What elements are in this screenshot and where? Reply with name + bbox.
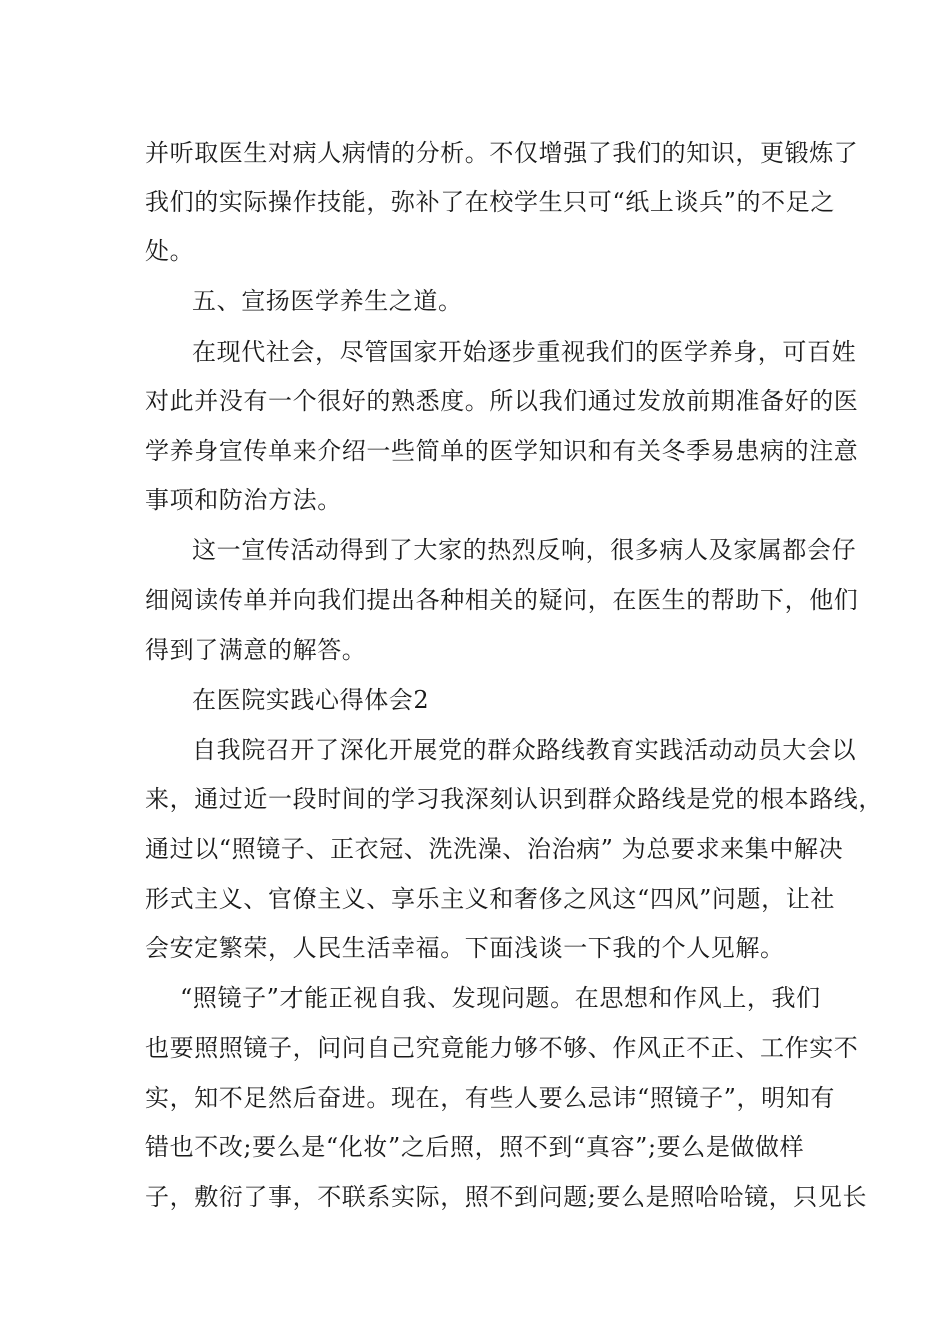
text-line: 我们的实际操作技能，弥补了在校学生只可“纸上谈兵”的不足之 <box>145 188 835 216</box>
text-line: 对此并没有一个很好的熟悉度。所以我们通过发放前期准备好的医 <box>145 387 859 415</box>
text-line: 得到了满意的解答。 <box>145 636 367 664</box>
text-line: 学养身宣传单来介绍一些简单的医学知识和有关冬季易患病的注意 <box>145 437 859 465</box>
text-line: 事项和防治方法。 <box>145 486 342 514</box>
text-line: 并听取医生对病人病情的分析。不仅增强了我们的知识，更锻炼了 <box>145 139 859 167</box>
text-line: 通过以“照镜子、正衣冠、洗洗澡、治治病” 为总要求来集中解决 <box>145 835 844 863</box>
text-line: 子，敷衍了事，不联系实际，照不到问题;要么是照哈哈镜，只见长 <box>145 1183 868 1211</box>
text-line: 自我院召开了深化开展党的群众路线教育实践活动动员大会以 <box>192 736 857 764</box>
text-line: 错也不改;要么是“化妆”之后照，照不到“真容”;要么是做做样 <box>145 1133 805 1161</box>
section-heading: 五、宣扬医学养生之道。 <box>192 287 463 315</box>
text-line: 实，知不足然后奋进。现在，有些人要么忌讳“照镜子”，明知有 <box>145 1084 835 1112</box>
text-line: 细阅读传单并向我们提出各种相关的疑问，在医生的帮助下，他们 <box>145 586 859 614</box>
text-line: 处。 <box>145 237 195 265</box>
text-line: 在现代社会，尽管国家开始逐步重视我们的医学养身，可百姓 <box>192 338 857 366</box>
section-heading: 在医院实践心得体会2 <box>192 686 430 714</box>
text-line: 这一宣传活动得到了大家的热烈反响，很多病人及家属都会仔 <box>192 536 857 564</box>
text-line: “照镜子”才能正视自我、发现问题。在思想和作风上，我们 <box>180 984 821 1012</box>
text-line: 来，通过近一段时间的学习我深刻认识到群众路线是党的根本路线， <box>145 785 883 813</box>
text-line: 也要照照镜子，问问自己究竟能力够不够、作风正不正、工作实不 <box>145 1034 859 1062</box>
text-line: 形式主义、官僚主义、享乐主义和奢侈之风这“四风”问题，让社 <box>145 885 835 913</box>
text-line: 会安定繁荣，人民生活幸福。下面浅谈一下我的个人见解。 <box>145 934 785 962</box>
